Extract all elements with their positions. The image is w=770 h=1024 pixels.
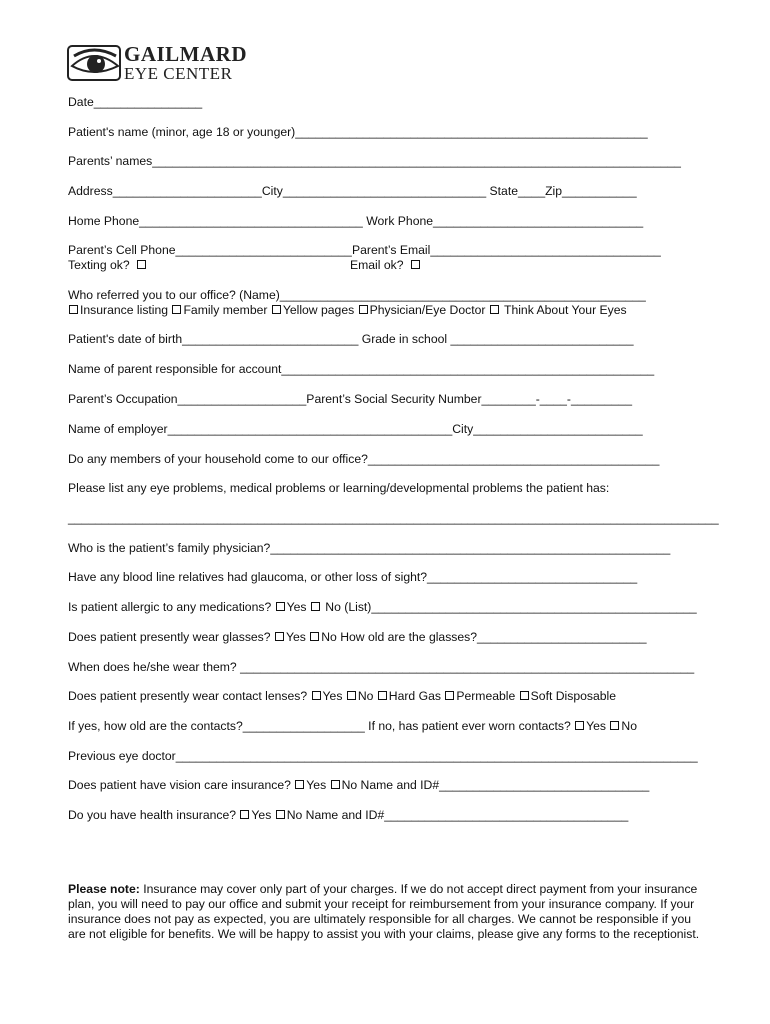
option-label[interactable]: No How old are the glasses?_________________________ <box>321 630 647 644</box>
checkbox[interactable] <box>331 780 340 789</box>
checkbox[interactable] <box>276 602 285 611</box>
cell-phone-field[interactable]: Parent’s Cell Phone__________________________ <box>68 243 352 257</box>
note-text: Insurance may cover only part of your charges. If we do not accept direct payment from your insurance plan, you will need to pay our office and submit your receipt for reimbursement from your insurance company. If your insurance does not pay as expected, you are ultimately responsible for all charges. We cannot be responsible if you are not eligible for benefits. We will be happy to assist you with your claims, please give any forms to the receptionist. <box>68 882 700 941</box>
option-label: Yes <box>286 600 307 614</box>
glasses-question: Does patient presently wear glasses? <box>68 630 271 644</box>
contacts-question: Does patient presently wear contact lenses? <box>68 689 308 703</box>
address-field[interactable]: Address______________________City______________________________ State____Zip___________ <box>68 184 637 198</box>
previous-doctor-field[interactable]: Previous eye doctor_____________________________________________________________________________ <box>68 749 698 763</box>
option-label: No <box>621 719 638 733</box>
checkbox[interactable] <box>347 691 356 700</box>
patient-name-field[interactable]: Patient's name (minor, age 18 or younger)____________________________________________________ <box>68 125 648 139</box>
checkbox[interactable] <box>295 780 304 789</box>
employer-field[interactable]: Name of employer__________________________________________City_________________________ <box>68 422 643 436</box>
date-field[interactable]: Date________________ <box>68 95 203 109</box>
option-label: Yes <box>251 808 275 822</box>
option-label: Yellow pages <box>282 303 355 317</box>
texting-ok-row <box>68 258 148 273</box>
checkbox[interactable] <box>610 721 619 730</box>
insurance-note <box>68 882 708 942</box>
texting-ok-checkbox[interactable] <box>137 260 146 269</box>
option-label: Family member <box>183 303 268 317</box>
checkbox[interactable] <box>490 305 499 314</box>
physician-field[interactable]: Who is the patient’s family physician?___________________________________________________________ <box>68 541 671 555</box>
texting-ok-label: Texting ok? <box>68 258 130 272</box>
checkbox[interactable] <box>310 632 319 641</box>
allergic-row <box>68 600 697 615</box>
option-label: Yes <box>285 630 310 644</box>
checkbox[interactable] <box>575 721 584 730</box>
option-label: Soft Disposable <box>530 689 617 703</box>
email-ok-row <box>350 258 422 273</box>
email-ok-label: Email ok? <box>350 258 404 272</box>
logo-wordmark <box>124 44 247 83</box>
problems-blank[interactable]: ________________________________________________________________________________________________ <box>68 511 719 525</box>
allergic-question: Is patient allergic to any medications? <box>68 600 272 614</box>
option-label: Yes <box>586 719 610 733</box>
checkbox[interactable] <box>445 691 454 700</box>
checkbox[interactable] <box>272 305 281 314</box>
option-label: Hard Gas <box>388 689 445 703</box>
option-label: Physician/Eye Doctor <box>369 303 486 317</box>
checkbox[interactable] <box>172 305 181 314</box>
option-label: Yes <box>322 689 346 703</box>
glaucoma-field[interactable]: Have any blood line relatives had glaucoma, or other loss of sight?_______________________________ <box>68 570 638 584</box>
checkbox[interactable] <box>69 305 78 314</box>
checkbox[interactable] <box>312 691 321 700</box>
option-label[interactable]: No (List)________________________________________________ <box>321 600 697 614</box>
checkbox[interactable] <box>520 691 529 700</box>
option-label: No <box>357 689 377 703</box>
vision-insurance-question: Does patient have vision care insurance? <box>68 778 291 792</box>
note-label: Please note: <box>68 882 140 896</box>
email-ok-checkbox[interactable] <box>411 260 420 269</box>
parents-names-field[interactable]: Parents’ names______________________________________________________________________________ <box>68 154 681 168</box>
contacts-age-row <box>68 719 637 734</box>
option-label: Think About Your Eyes <box>500 303 627 317</box>
phone-fields[interactable]: Home Phone_________________________________ Work Phone_______________________________ <box>68 214 644 228</box>
checkbox[interactable] <box>240 810 249 819</box>
logo-line1: GAILMARD <box>124 42 247 66</box>
contacts-age-field[interactable]: If yes, how old are the contacts?__________________ If no, has patient ever worn contacts? <box>68 719 571 733</box>
option-label: Insurance listing <box>80 303 169 317</box>
parent-email-field[interactable]: Parent’s Email__________________________________ <box>352 243 661 257</box>
contacts-row <box>68 689 616 704</box>
household-field[interactable]: Do any members of your household come to our office?___________________________________________ <box>68 452 660 466</box>
referral-options <box>68 303 627 318</box>
glasses-row <box>68 630 647 645</box>
checkbox[interactable] <box>378 691 387 700</box>
option-label[interactable]: No Name and ID#____________________________________ <box>286 808 629 822</box>
checkbox[interactable] <box>276 810 285 819</box>
option-label[interactable]: No Name and ID#_______________________________ <box>341 778 650 792</box>
option-label: Permeable <box>456 689 519 703</box>
checkbox[interactable] <box>311 602 320 611</box>
health-insurance-row <box>68 808 628 823</box>
logo-line2: EYE CENTER <box>124 64 233 83</box>
responsible-parent-field[interactable]: Name of parent responsible for account_______________________________________________________ <box>68 362 655 376</box>
problems-question: Please list any eye problems, medical problems or learning/developmental problems the patient has: <box>68 481 610 495</box>
option-label: Yes <box>306 778 330 792</box>
checkbox[interactable] <box>275 632 284 641</box>
wear-when-field[interactable]: When does he/she wear them? ___________________________________________________________________ <box>68 660 695 674</box>
occupation-field[interactable]: Parent’s Occupation___________________Parent’s Social Security Number________-____-_________ <box>68 392 632 406</box>
dob-field[interactable]: Patient's date of birth__________________________ Grade in school ___________________________ <box>68 332 634 346</box>
referred-field[interactable]: Who referred you to our office? (Name)______________________________________________________ <box>68 288 646 302</box>
health-insurance-question: Do you have health insurance? <box>68 808 237 822</box>
vision-insurance-row <box>68 778 649 793</box>
checkbox[interactable] <box>359 305 368 314</box>
